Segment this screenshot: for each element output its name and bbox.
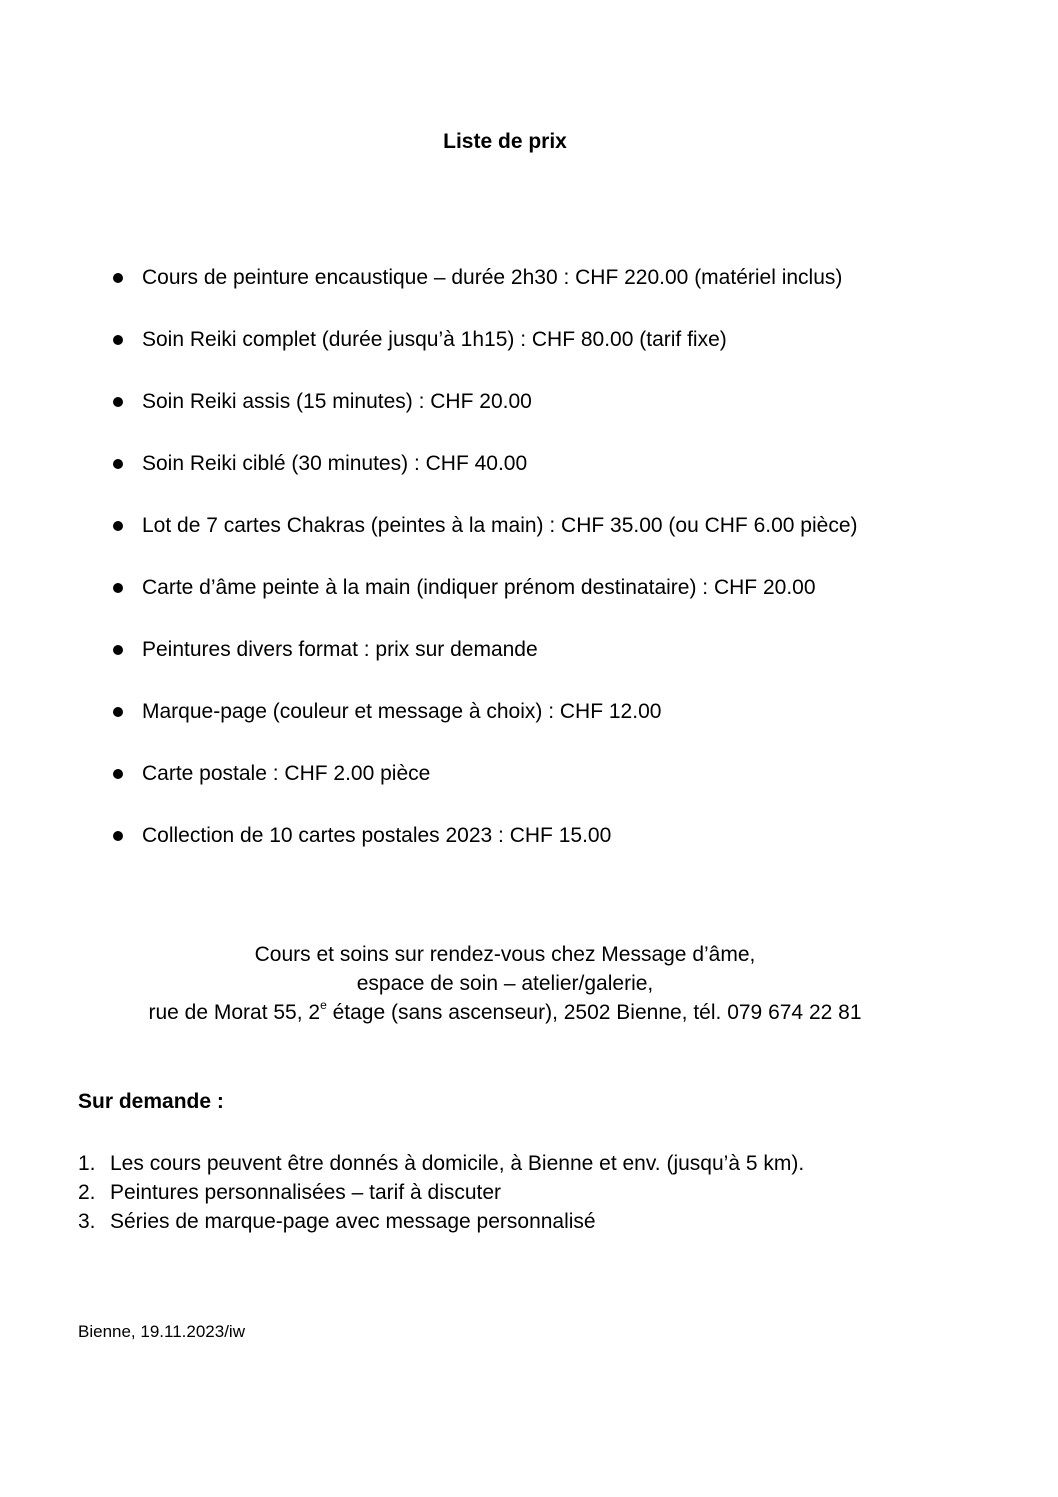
price-item — [0, 635, 1000, 665]
price-item — [0, 449, 1000, 479]
address-line: espace de soin – atelier/galerie, — [356, 972, 654, 995]
address-line: Cours et soins sur rendez-vous chez Message d’âme, — [254, 943, 756, 966]
price-item-text: Lot de 7 cartes Chakras (peintes à la main) : CHF 35.00 (ou CHF 6.00 pièce) — [142, 514, 858, 537]
bullet-icon — [113, 335, 123, 345]
list-number: 1. — [78, 1152, 96, 1175]
price-item — [0, 821, 1000, 851]
section-heading: Sur demande : — [78, 1090, 224, 1113]
bullet-icon — [113, 459, 123, 469]
bullet-icon — [113, 769, 123, 779]
footer-date: Bienne, 19.11.2023/iw — [78, 1322, 245, 1341]
list-item — [0, 1178, 1000, 1207]
price-item — [0, 325, 1000, 355]
price-item — [0, 697, 1000, 727]
list-number: 3. — [78, 1210, 96, 1233]
bullet-icon — [113, 645, 123, 655]
price-item — [0, 263, 1000, 293]
price-item-text: Soin Reiki complet (durée jusqu’à 1h15) : CHF 80.00 (tarif fixe) — [142, 328, 727, 351]
list-item — [0, 1207, 1000, 1236]
address-line-part: étage (sans ascenseur), 2502 Bienne, tél. 079 674 22 81 — [326, 1001, 862, 1024]
price-item-text: Carte d’âme peinte à la main (indiquer prénom destinataire) : CHF 20.00 — [142, 576, 816, 599]
price-item — [0, 387, 1000, 417]
address-line-part: rue de Morat 55, 2 — [148, 1001, 321, 1024]
list-item-text: Séries de marque-page avec message personnalisé — [110, 1210, 596, 1233]
bullet-icon — [113, 397, 123, 407]
superscript: e — [320, 998, 327, 1012]
bullet-icon — [113, 273, 123, 283]
price-item-text: Carte postale : CHF 2.00 pièce — [142, 762, 431, 785]
price-item-text: Cours de peinture encaustique – durée 2h30 : CHF 220.00 (matériel inclus) — [142, 266, 843, 289]
price-item-text: Soin Reiki assis (15 minutes) : CHF 20.00 — [142, 390, 532, 413]
list-number: 2. — [78, 1181, 96, 1204]
bullet-icon — [113, 831, 123, 841]
price-item — [0, 573, 1000, 603]
price-item-text: Soin Reiki ciblé (30 minutes) : CHF 40.00 — [142, 452, 528, 475]
price-item — [0, 511, 1000, 541]
bullet-icon — [113, 521, 123, 531]
price-item-text: Marque-page (couleur et message à choix) : CHF 12.00 — [142, 700, 662, 723]
price-item-text: Collection de 10 cartes postales 2023 : CHF 15.00 — [142, 824, 612, 847]
address-block — [0, 940, 1010, 1027]
page-title: Liste de prix — [443, 130, 567, 153]
list-item-text: Les cours peuvent être donnés à domicile, à Bienne et env. (jusqu’à 5 km). — [110, 1152, 805, 1175]
address-line — [0, 998, 1010, 1027]
bullet-icon — [113, 707, 123, 717]
price-item-text: Peintures divers format : prix sur demande — [142, 638, 538, 661]
list-item-text: Peintures personnalisées – tarif à discuter — [110, 1181, 502, 1204]
list-item — [0, 1149, 1000, 1178]
price-item — [0, 759, 1000, 789]
bullet-icon — [113, 583, 123, 593]
